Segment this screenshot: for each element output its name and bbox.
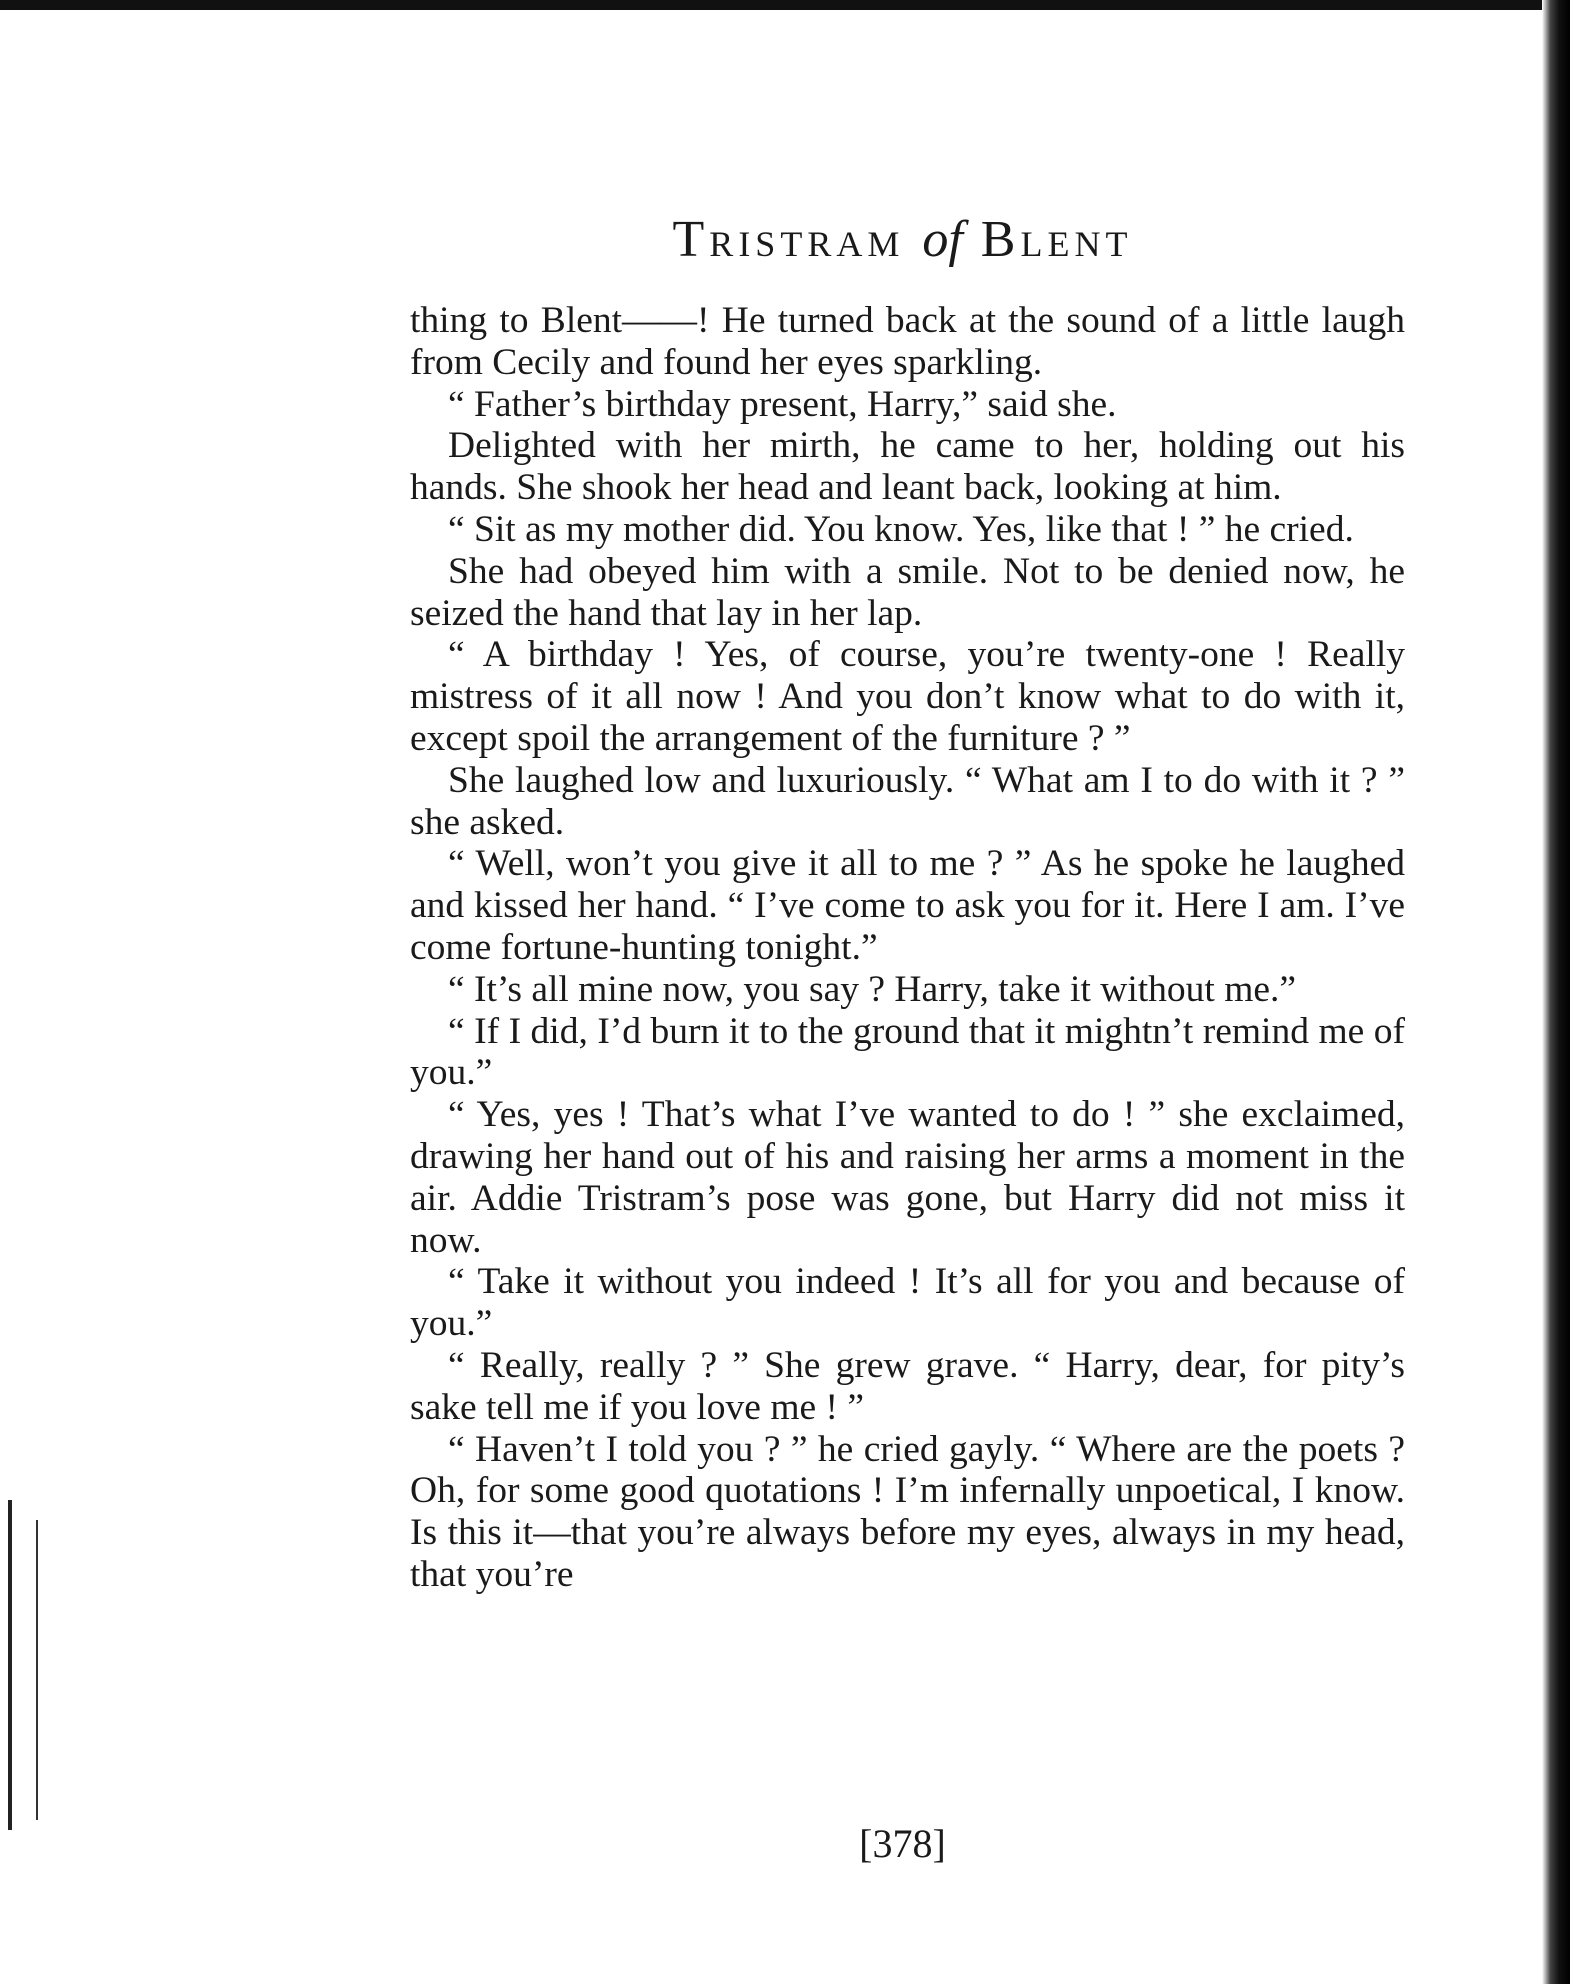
running-header (400, 205, 1405, 275)
paragraph: “ Take it without you indeed ! It’s all for you and because of you.” (410, 1261, 1405, 1345)
header-title-connector: of (922, 211, 963, 268)
paragraph: “ If I did, I’d burn it to the ground that it mightn’t remind me of you.” (410, 1010, 1405, 1094)
header-title-last: Blent (980, 211, 1133, 268)
paragraph: thing to Blent——! He turned back at the sound of a little laugh from Cecily and found her eyes sparkling. (410, 300, 1405, 383)
paragraph: She had obeyed him with a smile. Not to be denied now, he seized the hand that lay in her lap. (410, 550, 1405, 634)
page-number: [378] (859, 1821, 946, 1866)
paragraph: “ Haven’t I told you ? ” he cried gayly. “ Where are the poets ? Oh, for some good quotations ! I’m infernally unpoetical, I know. Is this it—that you’re always before my eyes, always in my head, that you’re (410, 1428, 1405, 1595)
paragraph: “ It’s all mine now, you say ? Harry, take it without me.” (448, 968, 1297, 1010)
paragraph: “ Yes, yes ! That’s what I’ve wanted to do ! ” she exclaimed, drawing her hand out of his and raising her arms a moment in the air. Addie Tristram’s pose was gone, but Harry did not miss it now. (410, 1094, 1405, 1261)
paragraph: “ Really, really ? ” She grew grave. “ Harry, dear, for pity’s sake tell me if you love me ! ” (410, 1344, 1405, 1428)
paragraph: Delighted with her mirth, he came to her, holding out his hands. She shook her head and leant back, looking at him. (410, 425, 1405, 509)
scan-mark-left (8, 1500, 12, 1830)
paragraph: “ Sit as my mother did. You know. Yes, like that ! ” he cried. (448, 508, 1354, 550)
scan-mark-left-secondary (36, 1520, 38, 1820)
paragraph: “ Well, won’t you give it all to me ? ” As he spoke he laughed and kissed her hand. “ I’ve come to ask you for it. Here I am. I’ve come fortune-hunting tonight.” (410, 843, 1405, 968)
paragraph: “ A birthday ! Yes, of course, you’re twenty-one ! Really mistress of it all now ! And you don’t know what to do with it, except spoil the arrangement of the furniture ? ” (410, 634, 1405, 759)
header-title-first: Tristram (672, 211, 905, 268)
scan-edge-right (1542, 0, 1570, 1984)
page-body (410, 300, 1405, 1596)
scan-edge-top (0, 0, 1550, 10)
paragraph: “ Father’s birthday present, Harry,” said she. (448, 383, 1117, 425)
paragraph: She laughed low and luxuriously. “ What am I to do with it ? ” she asked. (410, 759, 1405, 843)
